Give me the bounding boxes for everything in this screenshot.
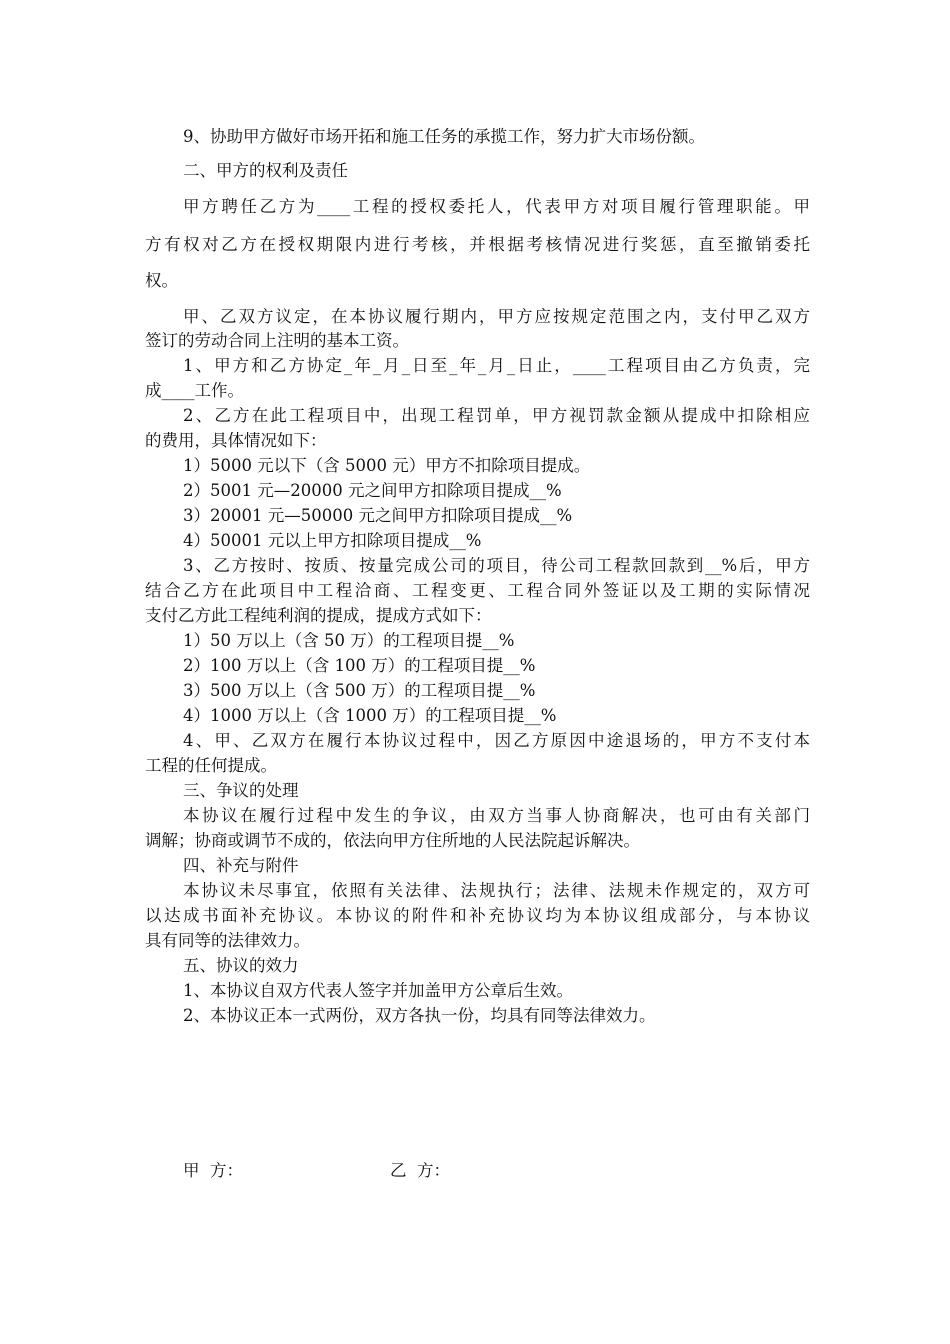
list-item: 3）500 万以上（含 500 万）的工程项目提__% xyxy=(183,681,536,700)
party-b-signature-label: 乙 方： xyxy=(390,1161,450,1180)
paragraph-line: 结合乙方在此项目中工程洽商、工程变更、工程合同外签证以及工期的实际情况 xyxy=(145,581,810,600)
paragraph-line: 2、乙方在此工程项目中，出现工程罚单，甲方视罚款金额从提成中扣除相应 xyxy=(183,406,810,425)
section-heading-3: 三、争议的处理 xyxy=(183,781,299,800)
list-item: 1）50 万以上（含 50 万）的工程项目提__% xyxy=(183,631,515,650)
list-item: 2、本协议正本一式两份，双方各执一份，均具有同等法律效力。 xyxy=(183,1006,656,1025)
paragraph-line: 支付乙方此工程纯利润的提成，提成方式如下： xyxy=(145,606,492,625)
paragraph-line: 3、乙方按时、按质、按量完成公司的项目，待公司工程款回款到__%后，甲方 xyxy=(183,556,810,575)
paragraph-line: 调解；协商或调节不成的，依法向甲方住所地的人民法院起诉解决。 xyxy=(145,831,640,850)
paragraph-line: 签订的劳动合同上注明的基本工资。 xyxy=(145,331,409,350)
paragraph-line: 1、甲方和乙方协定_年_月_日至_年_月_日止，____工程项目由乙方负责，完 xyxy=(183,356,810,375)
paragraph-line: 工程的任何提成。 xyxy=(145,756,277,775)
paragraph-line: 本协议未尽事宜，依照有关法律、法规执行；法律、法规未作规定的，双方可 xyxy=(183,881,810,900)
section-heading-4: 四、补充与附件 xyxy=(183,856,299,875)
paragraph-line: 本协议在履行过程中发生的争议，由双方当事人协商解决，也可由有关部门 xyxy=(183,806,810,825)
section-heading-2: 二、甲方的权利及责任 xyxy=(183,161,348,180)
paragraph-line: 方有权对乙方在授权期限内进行考核，并根据考核情况进行奖惩，直至撤销委托 xyxy=(145,235,810,254)
paragraph-line: 成____工作。 xyxy=(145,381,244,400)
paragraph-line: 甲方聘任乙方为____工程的授权委托人，代表甲方对项目履行管理职能。甲 xyxy=(183,197,810,216)
section-heading-5: 五、协议的效力 xyxy=(183,956,299,975)
list-item: 4）50001 元以上甲方扣除项目提成__% xyxy=(183,531,482,550)
list-item: 4）1000 万以上（含 1000 万）的工程项目提__% xyxy=(183,706,557,725)
list-item: 1）5000 元以下（含 5000 元）甲方不扣除项目提成。 xyxy=(183,456,591,475)
clause-9: 9、协助甲方做好市场开拓和施工任务的承揽工作，努力扩大市场份额。 xyxy=(183,127,705,146)
paragraph-line: 4、甲、乙双方在履行本协议过程中，因乙方原因中途退场的，甲方不支付本 xyxy=(183,731,810,750)
paragraph-line: 权。 xyxy=(145,271,178,290)
party-a-signature-label: 甲 方： xyxy=(183,1161,243,1180)
list-item: 3）20001 元—50000 元之间甲方扣除项目提成__% xyxy=(183,506,573,525)
paragraph-line: 甲、乙双方议定，在本协议履行期内，甲方应按规定范围之内，支付甲乙双方 xyxy=(183,307,810,326)
paragraph-line: 具有同等的法律效力。 xyxy=(145,931,310,950)
list-item: 2）5001 元—20000 元之间甲方扣除项目提成__% xyxy=(183,481,562,500)
paragraph-line: 以达成书面补充协议。本协议的附件和补充协议均为本协议组成部分，与本协议 xyxy=(145,906,810,925)
paragraph-line: 的费用，具体情况如下： xyxy=(145,431,327,450)
list-item: 1、本协议自双方代表人签字并加盖甲方公章后生效。 xyxy=(183,981,573,1000)
list-item: 2）100 万以上（含 100 万）的工程项目提__% xyxy=(183,656,536,675)
